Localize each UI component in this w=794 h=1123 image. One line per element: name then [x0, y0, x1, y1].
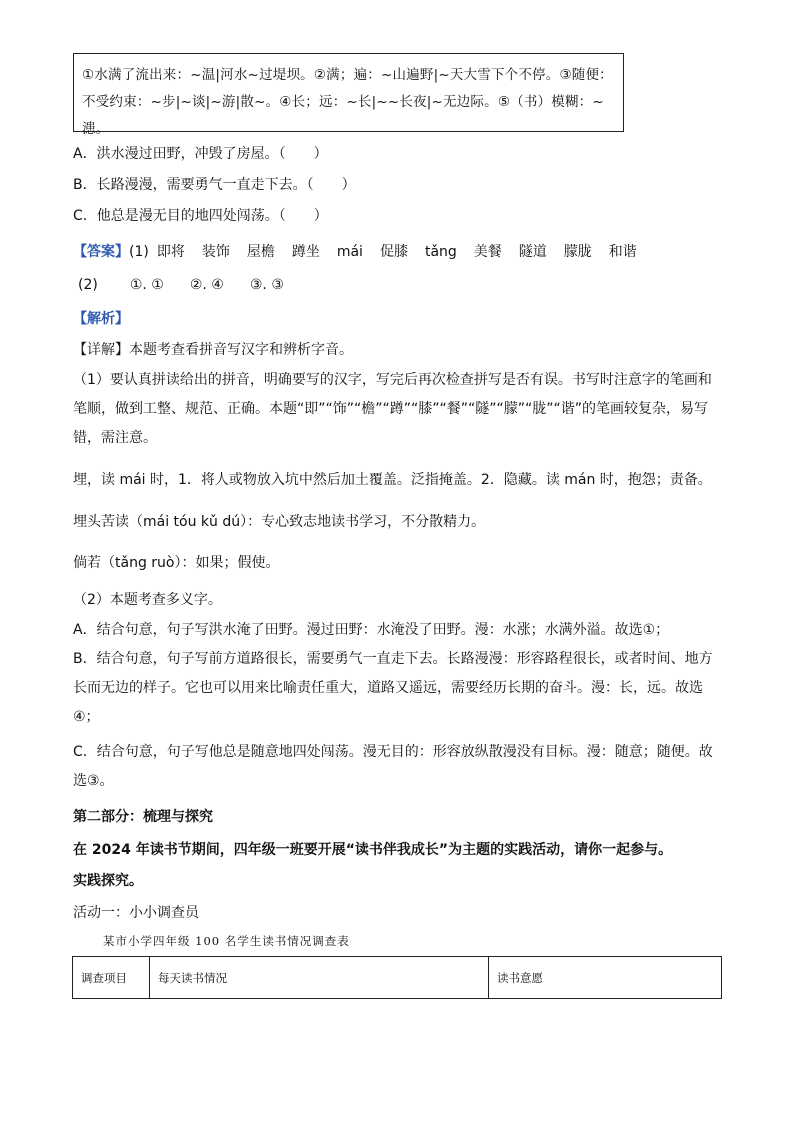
answer-part1-label: (1): [129, 244, 149, 260]
answer-word: 屋檐: [246, 244, 275, 260]
question-c: C．他总是漫无目的地四处闯荡。（ ）: [73, 208, 328, 224]
answer-choice: ③. ③: [249, 277, 284, 293]
part2-activity: 活动一：小小调查员: [73, 905, 199, 921]
table-header-cell: 调查项目: [73, 957, 150, 999]
definition-box: [73, 53, 624, 137]
survey-table-title: 某市小学四年级 100 名学生读书情况调查表: [103, 934, 350, 948]
part2-heading: 第二部分：梳理与探究: [73, 809, 213, 825]
table-row: [73, 957, 722, 999]
part2-practice: 实践探究。: [73, 873, 143, 889]
question-b: B．长路漫漫，需要勇气一直走下去。（ ）: [73, 177, 356, 193]
detail-mai-note: 埋，读 mái 时，1．将人或物放入坑中然后加土覆盖。泛指掩盖。2．隐藏。读 mán 时，抱怨；责备。: [73, 472, 712, 488]
answer-word: mái: [336, 244, 363, 260]
answer-word: tǎng: [424, 244, 457, 260]
detail-maitou-note: 埋头苦读（mái tóu kǔ dú）：专心致志地读书学习，不分散精力。: [73, 514, 486, 530]
answer-word: 促膝: [379, 244, 408, 260]
answer-tag: 【答案】: [73, 244, 129, 260]
answer-choice: ①. ①: [129, 277, 164, 293]
answer-line-2: [78, 277, 310, 293]
table-header-cell: 每天读书情况: [150, 957, 489, 999]
detail-option-a: A．结合句意，句子写洪水淹了田野。漫过田野：水淹没了田野。漫：水涨；水满外溢。故选①；: [73, 622, 670, 638]
answer-word: 装饰: [201, 244, 230, 260]
detail-intro: 【详解】本题考查看拼音写汉字和辨析字音。: [73, 342, 353, 358]
detail-option-c: C．结合句意，句子写他总是随意地四处闯荡。漫无目的：形容放纵散漫没有目标。漫：随意；随便。故选③。: [73, 744, 713, 789]
analysis-tag: 【解析】: [73, 311, 129, 327]
detail-part2-intro: （2）本题考查多义字。: [73, 592, 222, 608]
answer-word: 蹲坐: [291, 244, 320, 260]
answer-part2-label: (2): [78, 277, 98, 293]
definition-line-1: ①水满了流出来：~温|河水~过堤坝。②满；遍：~山遍野|~天大雪下个不停。③随便：: [82, 67, 613, 83]
answer-line-1: [73, 241, 637, 261]
answer-word: 朦胧: [563, 244, 592, 260]
detail-option-b: B．结合句意，句子写前方道路很长，需要勇气一直走下去。长路漫漫：形容路程很长，或者时间、地方长而无边的样子。它也可以用来比喻责任重大，道路又遥远，需要经历长期的奋斗。漫：长，远。故选④；: [73, 651, 713, 725]
table-header-cell: 读书意愿: [489, 957, 722, 999]
detail-paragraph-1: （1）要认真拼读给出的拼音，明确要写的汉字，写完后再次检查拼写是否有误。书写时注意字的笔画和笔顺，做到工整、规范、正确。本题“即”“饰”“檐”“蹲”“膝”“餐”“隧”“朦”“胧”“谐”的笔画较复杂，易写错，需注意。: [73, 372, 712, 446]
answer-choice: ②. ④: [189, 277, 224, 293]
question-a: A．洪水漫过田野，冲毁了房屋。（ ）: [73, 146, 328, 162]
part2-intro: 在 2024 年读书节期间，四年级一班要开展“读书伴我成长”为主题的实践活动，请你一起参与。: [73, 842, 673, 858]
answer-word: 和谐: [608, 244, 637, 260]
survey-table: [72, 956, 722, 999]
answer-word: 即将: [156, 244, 185, 260]
answer-word: 隧道: [518, 244, 547, 260]
definition-line-2: 不受约束：~步|~谈|~游|散~。④长；远：~长|~~长夜|~无边际。⑤（书）模糊：~漶。: [82, 94, 604, 137]
answer-word: 美餐: [473, 244, 502, 260]
detail-tangruo-note: 倘若（tǎng ruò）：如果；假使。: [73, 555, 280, 571]
